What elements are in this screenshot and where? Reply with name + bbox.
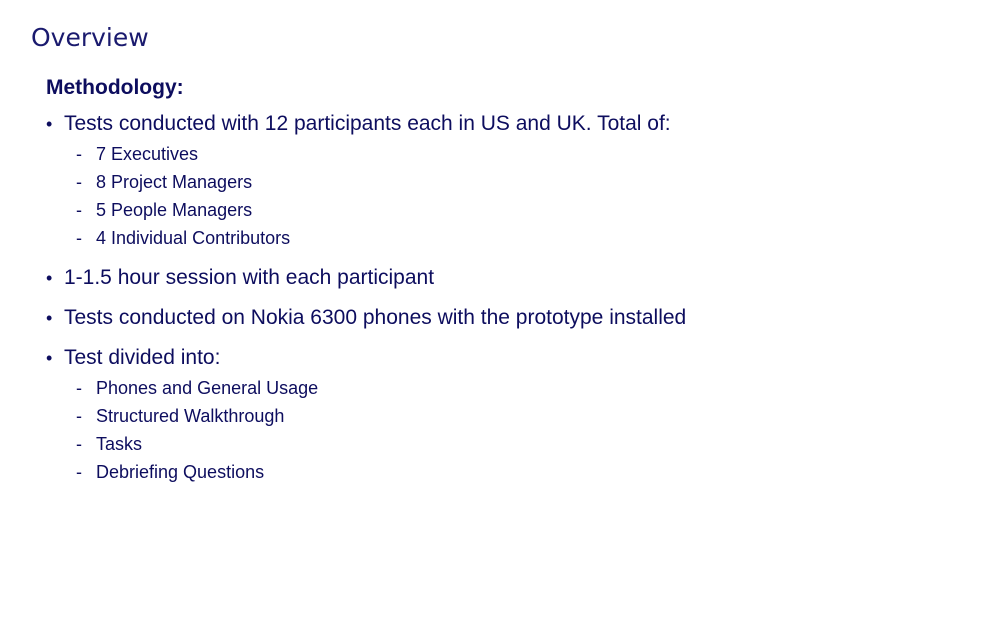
bullet-icon: • bbox=[46, 308, 53, 328]
slide-title: Overview bbox=[31, 23, 149, 52]
slide-content bbox=[46, 74, 946, 498]
bullet-item-test-structure bbox=[46, 344, 946, 486]
sub-list bbox=[46, 140, 946, 252]
bullet-text: Tests conducted with 12 participants each in US and UK. Total of: bbox=[64, 112, 671, 135]
bullet-text: Tests conducted on Nokia 6300 phones with the prototype installed bbox=[64, 306, 687, 329]
sub-item bbox=[76, 374, 946, 402]
sub-list bbox=[46, 374, 946, 486]
sub-item-text: 5 People Managers bbox=[96, 200, 253, 220]
sub-item bbox=[76, 430, 946, 458]
sub-item-text: Phones and General Usage bbox=[96, 378, 319, 398]
sub-item-text: 7 Executives bbox=[96, 144, 199, 164]
sub-item bbox=[76, 402, 946, 430]
bullet-item-session-length bbox=[46, 264, 946, 292]
sub-item-text: Debriefing Questions bbox=[96, 462, 265, 482]
dash-icon: - bbox=[76, 200, 82, 220]
bullet-icon: • bbox=[46, 114, 53, 134]
sub-item bbox=[76, 140, 946, 168]
bullet-text: 1-1.5 hour session with each participant bbox=[64, 266, 435, 289]
sub-item bbox=[76, 196, 946, 224]
sub-item-text: Structured Walkthrough bbox=[96, 406, 285, 426]
dash-icon: - bbox=[76, 228, 82, 248]
sub-item-text: 8 Project Managers bbox=[96, 172, 253, 192]
sub-item bbox=[76, 458, 946, 486]
bullet-item-participants bbox=[46, 110, 946, 252]
dash-icon: - bbox=[76, 378, 82, 398]
sub-item-text: Tasks bbox=[96, 434, 143, 454]
sub-item-text: 4 Individual Contributors bbox=[96, 228, 291, 248]
bullet-item-device bbox=[46, 304, 946, 332]
bullet-list bbox=[46, 110, 946, 486]
sub-item bbox=[76, 224, 946, 252]
bullet-icon: • bbox=[46, 348, 53, 368]
dash-icon: - bbox=[76, 434, 82, 454]
bullet-icon: • bbox=[46, 268, 53, 288]
dash-icon: - bbox=[76, 406, 82, 426]
sub-item bbox=[76, 168, 946, 196]
dash-icon: - bbox=[76, 172, 82, 192]
dash-icon: - bbox=[76, 144, 82, 164]
section-heading: Methodology: bbox=[46, 76, 184, 99]
bullet-text: Test divided into: bbox=[64, 346, 221, 369]
dash-icon: - bbox=[76, 462, 82, 482]
